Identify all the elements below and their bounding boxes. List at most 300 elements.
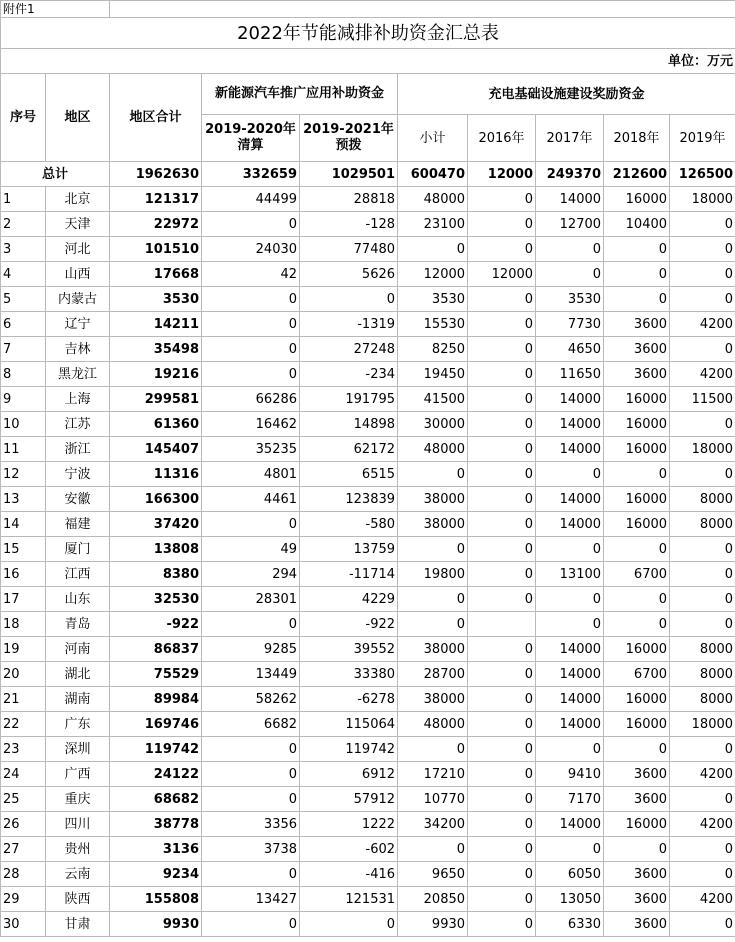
cell-region: 天津: [46, 212, 110, 237]
cell-region: 陕西: [46, 887, 110, 912]
cell-2018: 3600: [604, 762, 670, 787]
cell-2017: 14000: [536, 687, 604, 712]
cell-nev-settle: 0: [202, 287, 300, 312]
cell-subtotal: 0: [398, 737, 468, 762]
cell-2017: 0: [536, 462, 604, 487]
cell-seq: 2: [1, 212, 46, 237]
cell-2019: 4200: [670, 362, 735, 387]
cell-seq: 8: [1, 362, 46, 387]
cell-nev-advance: 123839: [300, 487, 398, 512]
cell-region: 浙江: [46, 437, 110, 462]
cell-2016: 0: [468, 362, 536, 387]
cell-seq: 14: [1, 512, 46, 537]
cell-nev-advance: 27248: [300, 337, 398, 362]
cell-subtotal: 38000: [398, 687, 468, 712]
cell-seq: 1: [1, 187, 46, 212]
cell-2016: 0: [468, 837, 536, 862]
cell-subtotal: 19800: [398, 562, 468, 587]
cell-2016: 0: [468, 312, 536, 337]
cell-nev-settle: 0: [202, 762, 300, 787]
table-row: [1, 262, 735, 287]
header-nev-advance: 2019-2021年预拨: [300, 115, 398, 162]
cell-subtotal: 0: [398, 612, 468, 637]
cell-region-total: 101510: [110, 237, 202, 262]
cell-subtotal: 15530: [398, 312, 468, 337]
header-seq: 序号: [1, 74, 46, 162]
table-row: [1, 562, 735, 587]
cell-region: 青岛: [46, 612, 110, 637]
cell-region: 湖南: [46, 687, 110, 712]
header-row-1: [1, 74, 735, 115]
cell-2017: 13050: [536, 887, 604, 912]
cell-region: 河南: [46, 637, 110, 662]
cell-subtotal: 48000: [398, 187, 468, 212]
cell-region: 湖北: [46, 662, 110, 687]
cell-2018: 3600: [604, 887, 670, 912]
cell-nev-settle: 3738: [202, 837, 300, 862]
cell-2016: 0: [468, 537, 536, 562]
table-row: [1, 812, 735, 837]
cell-2018: 0: [604, 737, 670, 762]
cell-seq: 17: [1, 587, 46, 612]
table-row: [1, 837, 735, 862]
cell-region: 重庆: [46, 787, 110, 812]
cell-2016: 0: [468, 387, 536, 412]
table-row: [1, 787, 735, 812]
cell-nev-advance: 5626: [300, 262, 398, 287]
table-row: [1, 687, 735, 712]
cell-nev-advance: 33380: [300, 662, 398, 687]
cell-nev-settle: 49: [202, 537, 300, 562]
cell-2019: 0: [670, 612, 735, 637]
cell-seq: 27: [1, 837, 46, 862]
cell-seq: 11: [1, 437, 46, 462]
cell-region-total: 89984: [110, 687, 202, 712]
cell-2018: 16000: [604, 512, 670, 537]
cell-2016: 0: [468, 737, 536, 762]
cell-subtotal: 34200: [398, 812, 468, 837]
cell-region: 四川: [46, 812, 110, 837]
cell-nev-advance: 28818: [300, 187, 398, 212]
cell-2018: 0: [604, 237, 670, 262]
cell-region: 山东: [46, 587, 110, 612]
cell-nev-advance: 13759: [300, 537, 398, 562]
cell-nev-advance: 62172: [300, 437, 398, 462]
cell-2016: 0: [468, 887, 536, 912]
cell-region-total: 299581: [110, 387, 202, 412]
cell-subtotal: 9650: [398, 862, 468, 887]
cell-subtotal: 28700: [398, 662, 468, 687]
cell-region-total: 9234: [110, 862, 202, 887]
cell-2016: 0: [468, 687, 536, 712]
table-row: [1, 587, 735, 612]
cell-subtotal: 23100: [398, 212, 468, 237]
cell-2018: 16000: [604, 637, 670, 662]
cell-nev-settle: 24030: [202, 237, 300, 262]
cell-seq: 26: [1, 812, 46, 837]
cell-nev-advance: 121531: [300, 887, 398, 912]
cell-2018: 16000: [604, 387, 670, 412]
cell-nev-settle: 35235: [202, 437, 300, 462]
cell-region-total: 35498: [110, 337, 202, 362]
attachment-row: [1, 1, 735, 18]
cell-region-total: 119742: [110, 737, 202, 762]
cell-2017: 14000: [536, 387, 604, 412]
cell-region: 安徽: [46, 487, 110, 512]
cell-2016: 0: [468, 862, 536, 887]
cell-region: 山西: [46, 262, 110, 287]
cell-2018: 0: [604, 587, 670, 612]
cell-region-total: 9930: [110, 912, 202, 937]
cell-region: 内蒙古: [46, 287, 110, 312]
cell-subtotal: 17210: [398, 762, 468, 787]
cell-region: 云南: [46, 862, 110, 887]
table-row: [1, 512, 735, 537]
cell-2018: 0: [604, 287, 670, 312]
table-row: [1, 912, 735, 937]
cell-region-total: 38778: [110, 812, 202, 837]
header-2019: 2019年: [670, 115, 735, 162]
cell-2019: 0: [670, 737, 735, 762]
cell-2019: 18000: [670, 437, 735, 462]
cell-2018: 0: [604, 837, 670, 862]
cell-2018: 0: [604, 537, 670, 562]
cell-nev-settle: 0: [202, 737, 300, 762]
cell-2017: 12700: [536, 212, 604, 237]
cell-2016: 0: [468, 287, 536, 312]
cell-2017: 14000: [536, 662, 604, 687]
cell-2019: 4200: [670, 887, 735, 912]
cell-2016: 0: [468, 187, 536, 212]
table-row: [1, 537, 735, 562]
cell-subtotal: 38000: [398, 487, 468, 512]
table-row: [1, 612, 735, 637]
table-row: [1, 887, 735, 912]
cell-nev-advance: 57912: [300, 787, 398, 812]
cell-nev-advance: 191795: [300, 387, 398, 412]
table-row: [1, 287, 735, 312]
total-row: [1, 162, 735, 187]
cell-region-total: 32530: [110, 587, 202, 612]
cell-nev-settle: 0: [202, 212, 300, 237]
cell-2016: 0: [468, 587, 536, 612]
cell-2016: 0: [468, 812, 536, 837]
cell-2019: 0: [670, 912, 735, 937]
cell-seq: 19: [1, 637, 46, 662]
cell-region: 甘肃: [46, 912, 110, 937]
cell-subtotal: 12000: [398, 262, 468, 287]
cell-region: 辽宁: [46, 312, 110, 337]
cell-nev-settle: 4801: [202, 462, 300, 487]
cell-2016: 0: [468, 412, 536, 437]
cell-2018: 3600: [604, 912, 670, 937]
cell-nev-advance: 6912: [300, 762, 398, 787]
cell-nev-settle: 28301: [202, 587, 300, 612]
total-nev-settle: 332659: [202, 162, 300, 187]
table-row: [1, 712, 735, 737]
cell-subtotal: 10770: [398, 787, 468, 812]
cell-subtotal: 41500: [398, 387, 468, 412]
table-row: [1, 487, 735, 512]
total-2016: 12000: [468, 162, 536, 187]
cell-2019: 0: [670, 412, 735, 437]
cell-nev-advance: -580: [300, 512, 398, 537]
cell-region: 上海: [46, 387, 110, 412]
cell-region: 江苏: [46, 412, 110, 437]
cell-region-total: 19216: [110, 362, 202, 387]
cell-seq: 4: [1, 262, 46, 287]
cell-seq: 28: [1, 862, 46, 887]
cell-seq: 10: [1, 412, 46, 437]
cell-2019: 11500: [670, 387, 735, 412]
cell-seq: 13: [1, 487, 46, 512]
cell-2017: 0: [536, 837, 604, 862]
total-2019: 126500: [670, 162, 735, 187]
cell-2018: 16000: [604, 187, 670, 212]
cell-seq: 20: [1, 662, 46, 687]
cell-nev-advance: -602: [300, 837, 398, 862]
attachment-label: 附件1: [1, 1, 110, 18]
cell-2018: 3600: [604, 337, 670, 362]
cell-region-total: 13808: [110, 537, 202, 562]
cell-2016: 0: [468, 337, 536, 362]
cell-2017: 7170: [536, 787, 604, 812]
total-2018: 212600: [604, 162, 670, 187]
cell-2018: 6700: [604, 562, 670, 587]
cell-2017: 6050: [536, 862, 604, 887]
cell-2016: 0: [468, 787, 536, 812]
cell-nev-settle: 6682: [202, 712, 300, 737]
cell-2017: 0: [536, 587, 604, 612]
cell-seq: 12: [1, 462, 46, 487]
cell-nev-settle: 0: [202, 512, 300, 537]
cell-2017: 9410: [536, 762, 604, 787]
cell-2018: 0: [604, 612, 670, 637]
cell-2017: 7730: [536, 312, 604, 337]
cell-nev-advance: -416: [300, 862, 398, 887]
cell-2017: 0: [536, 262, 604, 287]
cell-seq: 24: [1, 762, 46, 787]
title-row: [1, 18, 735, 49]
cell-2018: 3600: [604, 312, 670, 337]
cell-seq: 3: [1, 237, 46, 262]
cell-region-total: 17668: [110, 262, 202, 287]
cell-2018: 6700: [604, 662, 670, 687]
cell-region: 北京: [46, 187, 110, 212]
table-row: [1, 862, 735, 887]
cell-2019: 0: [670, 337, 735, 362]
cell-nev-advance: 1222: [300, 812, 398, 837]
header-subtotal: 小计: [398, 115, 468, 162]
cell-nev-settle: 58262: [202, 687, 300, 712]
cell-2019: 0: [670, 862, 735, 887]
table-row: [1, 762, 735, 787]
cell-2019: 8000: [670, 662, 735, 687]
cell-2019: 0: [670, 837, 735, 862]
cell-2016: 0: [468, 237, 536, 262]
cell-2016: 12000: [468, 262, 536, 287]
cell-nev-advance: 14898: [300, 412, 398, 437]
cell-2017: 14000: [536, 812, 604, 837]
cell-2017: 14000: [536, 487, 604, 512]
cell-region-total: 155808: [110, 887, 202, 912]
cell-region: 黑龙江: [46, 362, 110, 387]
cell-2018: 16000: [604, 712, 670, 737]
cell-2019: 0: [670, 562, 735, 587]
cell-subtotal: 38000: [398, 512, 468, 537]
cell-nev-settle: 13449: [202, 662, 300, 687]
cell-2019: 0: [670, 287, 735, 312]
cell-2018: 3600: [604, 787, 670, 812]
cell-nev-advance: -128: [300, 212, 398, 237]
cell-2016: 0: [468, 462, 536, 487]
cell-nev-settle: 13427: [202, 887, 300, 912]
cell-subtotal: 9930: [398, 912, 468, 937]
table-row: [1, 437, 735, 462]
cell-2017: 14000: [536, 712, 604, 737]
cell-nev-settle: 0: [202, 912, 300, 937]
cell-2017: 0: [536, 737, 604, 762]
total-region-total: 1962630: [110, 162, 202, 187]
total-label: 总计: [1, 162, 110, 187]
table-row: [1, 387, 735, 412]
cell-2019: 4200: [670, 312, 735, 337]
cell-2018: 16000: [604, 687, 670, 712]
table-row: [1, 312, 735, 337]
cell-nev-settle: 294: [202, 562, 300, 587]
cell-subtotal: 0: [398, 837, 468, 862]
cell-nev-settle: 16462: [202, 412, 300, 437]
cell-nev-advance: -922: [300, 612, 398, 637]
cell-region-total: 166300: [110, 487, 202, 512]
table-row: [1, 637, 735, 662]
cell-subtotal: 38000: [398, 637, 468, 662]
cell-subtotal: 0: [398, 587, 468, 612]
cell-2018: 0: [604, 462, 670, 487]
cell-region: 吉林: [46, 337, 110, 362]
cell-region-total: 169746: [110, 712, 202, 737]
cell-region-total: 11316: [110, 462, 202, 487]
cell-2017: 14000: [536, 512, 604, 537]
cell-nev-settle: 0: [202, 362, 300, 387]
cell-2016: 0: [468, 212, 536, 237]
cell-2017: 3530: [536, 287, 604, 312]
header-region: 地区: [46, 74, 110, 162]
cell-2019: 0: [670, 587, 735, 612]
cell-2017: 14000: [536, 637, 604, 662]
cell-nev-advance: 6515: [300, 462, 398, 487]
cell-2017: 14000: [536, 187, 604, 212]
cell-region-total: 8380: [110, 562, 202, 587]
cell-nev-advance: 0: [300, 912, 398, 937]
cell-nev-advance: 115064: [300, 712, 398, 737]
table-title: 2022年节能减排补助资金汇总表: [1, 18, 735, 49]
unit-label: 单位：万元: [1, 49, 735, 74]
cell-2019: 0: [670, 212, 735, 237]
cell-2016: [468, 612, 536, 637]
cell-region: 江西: [46, 562, 110, 587]
cell-region-total: 37420: [110, 512, 202, 537]
cell-2018: 16000: [604, 437, 670, 462]
table-row: [1, 737, 735, 762]
cell-seq: 23: [1, 737, 46, 762]
cell-seq: 5: [1, 287, 46, 312]
cell-region: 厦门: [46, 537, 110, 562]
cell-nev-advance: -11714: [300, 562, 398, 587]
cell-2018: 16000: [604, 487, 670, 512]
cell-region-total: 145407: [110, 437, 202, 462]
cell-2016: 0: [468, 662, 536, 687]
table-row: [1, 412, 735, 437]
cell-2016: 0: [468, 512, 536, 537]
cell-nev-settle: 66286: [202, 387, 300, 412]
cell-2017: 11650: [536, 362, 604, 387]
cell-region-total: 14211: [110, 312, 202, 337]
cell-nev-advance: 119742: [300, 737, 398, 762]
cell-2016: 0: [468, 762, 536, 787]
cell-seq: 22: [1, 712, 46, 737]
cell-region: 宁波: [46, 462, 110, 487]
cell-nev-settle: 3356: [202, 812, 300, 837]
cell-2019: 8000: [670, 487, 735, 512]
total-nev-advance: 1029501: [300, 162, 398, 187]
cell-nev-settle: 0: [202, 312, 300, 337]
cell-region: 广西: [46, 762, 110, 787]
cell-2018: 3600: [604, 362, 670, 387]
cell-seq: 30: [1, 912, 46, 937]
cell-2019: 0: [670, 462, 735, 487]
table-row: [1, 662, 735, 687]
cell-region-total: 24122: [110, 762, 202, 787]
cell-region: 贵州: [46, 837, 110, 862]
cell-2019: 0: [670, 237, 735, 262]
cell-region: 福建: [46, 512, 110, 537]
cell-subtotal: 3530: [398, 287, 468, 312]
cell-2019: 0: [670, 787, 735, 812]
cell-region: 广东: [46, 712, 110, 737]
cell-nev-advance: -6278: [300, 687, 398, 712]
header-charging-group: 充电基础设施建设奖励资金: [398, 74, 735, 115]
cell-2018: 3600: [604, 862, 670, 887]
cell-seq: 25: [1, 787, 46, 812]
cell-nev-settle: 4461: [202, 487, 300, 512]
cell-2017: 4650: [536, 337, 604, 362]
cell-nev-settle: 42: [202, 262, 300, 287]
cell-2019: 8000: [670, 512, 735, 537]
cell-nev-advance: 4229: [300, 587, 398, 612]
cell-subtotal: 8250: [398, 337, 468, 362]
cell-nev-advance: 0: [300, 287, 398, 312]
cell-region: 深圳: [46, 737, 110, 762]
cell-nev-advance: 39552: [300, 637, 398, 662]
cell-2017: 14000: [536, 412, 604, 437]
cell-2019: 18000: [670, 712, 735, 737]
table-row: [1, 462, 735, 487]
cell-2016: 0: [468, 912, 536, 937]
table-row: [1, 337, 735, 362]
header-2017: 2017年: [536, 115, 604, 162]
unit-row: [1, 49, 735, 74]
cell-seq: 9: [1, 387, 46, 412]
cell-2019: 0: [670, 537, 735, 562]
cell-subtotal: 20850: [398, 887, 468, 912]
cell-2017: 0: [536, 612, 604, 637]
cell-nev-settle: 44499: [202, 187, 300, 212]
cell-nev-settle: 9285: [202, 637, 300, 662]
header-region-total: 地区合计: [110, 74, 202, 162]
cell-subtotal: 0: [398, 537, 468, 562]
cell-region-total: 75529: [110, 662, 202, 687]
